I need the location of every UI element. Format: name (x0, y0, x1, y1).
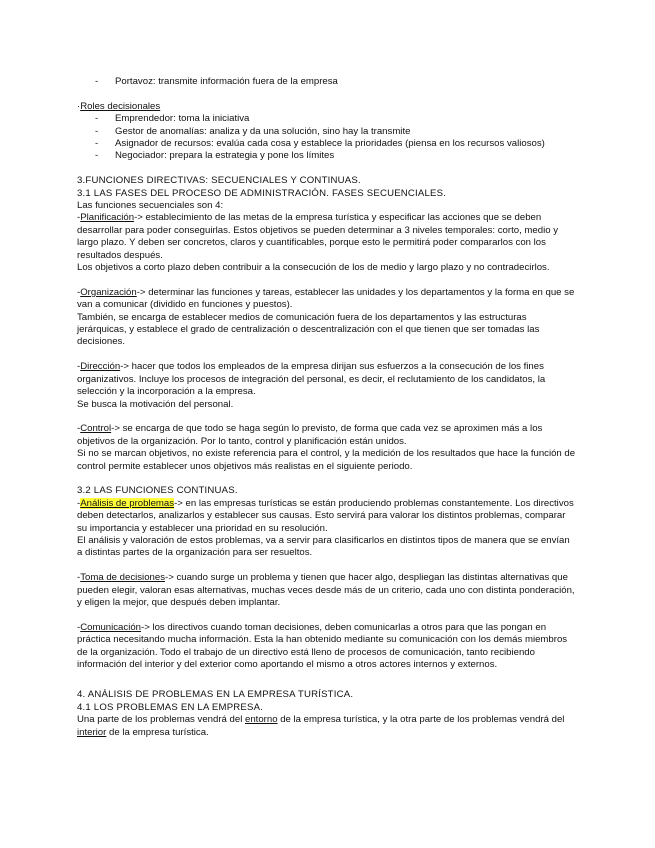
direccion-extra: Se busca la motivación del personal. (77, 398, 234, 410)
control-extra: Si no se marcan objetivos, no existe referencia para el control, y la medición de los resultados que hace la función de control permite establecer unos objetivos más realistas en el siguiente periodo. (77, 448, 576, 472)
entorno-term: entorno (245, 714, 278, 726)
analisis-paragraph: -Análisis de problemas-> en las empresas turísticas se están produciendo problemas constantemente. Los directivos deben detectarlos, analizarlos y establecer sus causas. Esto servirá para valorar los distintos problemas, comparar su importancia y establecer una prioridad en su resolución. (77, 497, 574, 534)
direccion-text: -> hacer que todos los empleados de la empresa dirijan sus esfuerzos a la consecución de los fines organizativos. Incluye los procesos de integración del personal, es decir, el reclutamiento de los candidatos, la selección y la incorporación a la empresa. (77, 361, 546, 398)
roles-decisionales-label: Roles decisionales (80, 100, 161, 112)
comunicacion-label: Comunicación (80, 621, 141, 633)
organizacion-text: -> determinar las funciones y tareas, establecer las unidades y los departamentos y la forma en que se van a comunicar (dividido en funciones y puestos). (77, 286, 575, 311)
section-3-heading: 3.FUNCIONES DIRECTIVAS: SECUENCIALES Y CONTINUAS. (77, 175, 361, 187)
document-content (77, 76, 577, 739)
control-text: -> se encarga de que todo se haga según lo previsto, de forma que cada vez se aproximen más a los objetivos de la organización. Por lo tanto, control y planificación están unidos. (77, 423, 543, 447)
list-item: - Negociador: prepara la estrategia y pone los límites (77, 150, 577, 162)
control-paragraph: -Control-> se encarga de que todo se haga según lo previsto, de forma que cada vez se aproximen más a los objetivos de la organización. Por lo tanto, control y planificación están unidos. (77, 423, 543, 447)
roles-informativos-list (77, 76, 577, 88)
section-4-1-heading: 4.1 LOS PROBLEMAS EN LA EMPRESA. (77, 701, 264, 713)
planificacion-paragraph: -Planificación-> establecimiento de las metas de la empresa turística y especificar las acciones que se deben desarrollar para poder conseguirlas. Estos objetivos se pueden determinar a 3 niveles temporales: corto, medio y largo plazo. Y deben ser concretos, claros y cuantificables, porque esto le permitirá poder compararlos con los resultados después. (77, 212, 559, 261)
roles-decisionales-title (77, 101, 577, 113)
section-3-intro: Las funciones secuenciales son 4: (77, 200, 224, 212)
list-item: - Portavoz: transmite información fuera de la empresa (77, 76, 577, 88)
toma-decisiones-text: -> cuando surge un problema y tienen que hacer algo, despliegan las distintas alternativas que pueden elegir, valoran esas alternativas, muchas veces desde más de un criterio, cada uno con distinta ponderación, y eligen la mejor, que después deben implantar. (77, 572, 575, 608)
control-label: Control (80, 423, 112, 435)
organizacion-paragraph: -Organización-> determinar las funciones y tareas, establecer las unidades y los departamentos y la forma en que se van a comunicar (dividido en funciones y puestos). (77, 286, 575, 311)
planificacion-extra: Los objetivos a corto plazo deben contribuir a la consecución de los de medio y largo plazo y no contradecirlos. (77, 262, 550, 274)
direccion-label: Dirección (80, 361, 121, 373)
list-item: - Gestor de anomalías: analiza y da una solución, sino hay la transmite (77, 126, 577, 138)
section-4-1-paragraph: Una parte de los problemas vendrá del entorno de la empresa turística, y la otra parte de los problemas vendrá del interior de la empresa turística. (77, 714, 565, 738)
comunicacion-text: -> los directivos cuando toman decisiones, deben comunicarlas a otros para que las pongan en práctica necesitando mucha información. Esta la han obtenido mediante su comunicación con los demás miembros de la organización. Todo el trabajo de un directivo está lleno de procesos de comunicación, tanto recibiendo información del interior y del exterior como aportando el mismo a otros actores internos y externos. (77, 621, 568, 670)
interior-term: interior (77, 726, 107, 738)
section-3-1-heading: 3.1 LAS FASES DEL PROCESO DE ADMINISTRACIÓN. FASES SECUENCIALES. (77, 187, 447, 199)
toma-decisiones-paragraph: -Toma de decisiones-> cuando surge un problema y tienen que hacer algo, despliegan las distintas alternativas que pueden elegir, valoran esas alternativas, muchas veces desde más de un criterio, cada uno con distinta ponderación, y eligen la mejor, que después deben implantar. (77, 572, 575, 608)
direccion-paragraph: -Dirección-> hacer que todos los empleados de la empresa dirijan sus esfuerzos a la consecución de los fines organizativos. Incluye los procesos de integración del personal, es decir, el reclutamiento de los candidatos, la selección y la incorporación a la empresa. (77, 361, 546, 398)
analisis-extra: El análisis y valoración de estos problemas, va a servir para clasificarlos en distintos tipos de manera que se envían a distintas partes de la organización para ser resueltos. (77, 534, 570, 559)
organizacion-label: Organización (80, 286, 137, 298)
analisis-text: -> en las empresas turísticas se están produciendo problemas constantemente. Los directivos deben detectarlos, analizarlos y establecer sus causas. Esto servirá para valorar los distintos problemas, comparar su importancia y establecer una prioridad en su resolución. (77, 497, 574, 534)
toma-decisiones-label: Toma de decisiones (80, 572, 165, 584)
planificacion-text: -> establecimiento de las metas de la empresa turística y especificar las acciones que se deben desarrollar para poder conseguirlas. Estos objetivos se pueden determinar a 3 niveles temporales: corto, medio y largo plazo. Y deben ser concretos, claros y cuantificables, porque esto le permitirá poder compararlos con los resultados después. (77, 212, 559, 261)
analisis-label-highlighted: Análisis de problemas (80, 497, 175, 509)
organizacion-extra: También, se encarga de establecer medios de comunicación fuera de los departamentos y las estructuras jerárquicas, y establece el grado de centralización o descentralización con el que tienen que ser tomadas las decisiones. (77, 311, 540, 348)
roles-decisionales-list (77, 113, 577, 163)
planificacion-label: Planificación (80, 212, 135, 224)
list-item: - Asignador de recursos: evalúa cada cosa y establece la prioridades (piensa en los recursos valiosos) (77, 138, 577, 150)
section-4-heading: 4. ANÁLISIS DE PROBLEMAS EN LA EMPRESA TURÍSTICA. (77, 689, 354, 701)
comunicacion-paragraph: -Comunicación-> los directivos cuando toman decisiones, deben comunicarlas a otros para que las pongan en práctica necesitando mucha información. Esta la han obtenido mediante su comunicación con los demás miembros de la organización. Todo el trabajo de un directivo está lleno de procesos de comunicación, tanto recibiendo información del interior y del exterior como aportando el mismo a otros actores internos y externos. (77, 621, 568, 670)
list-item: - Emprendedor: toma la iniciativa (77, 113, 577, 125)
bullet-dot: · (77, 100, 81, 112)
section-3-2-heading: 3.2 LAS FUNCIONES CONTINUAS. (77, 485, 238, 497)
